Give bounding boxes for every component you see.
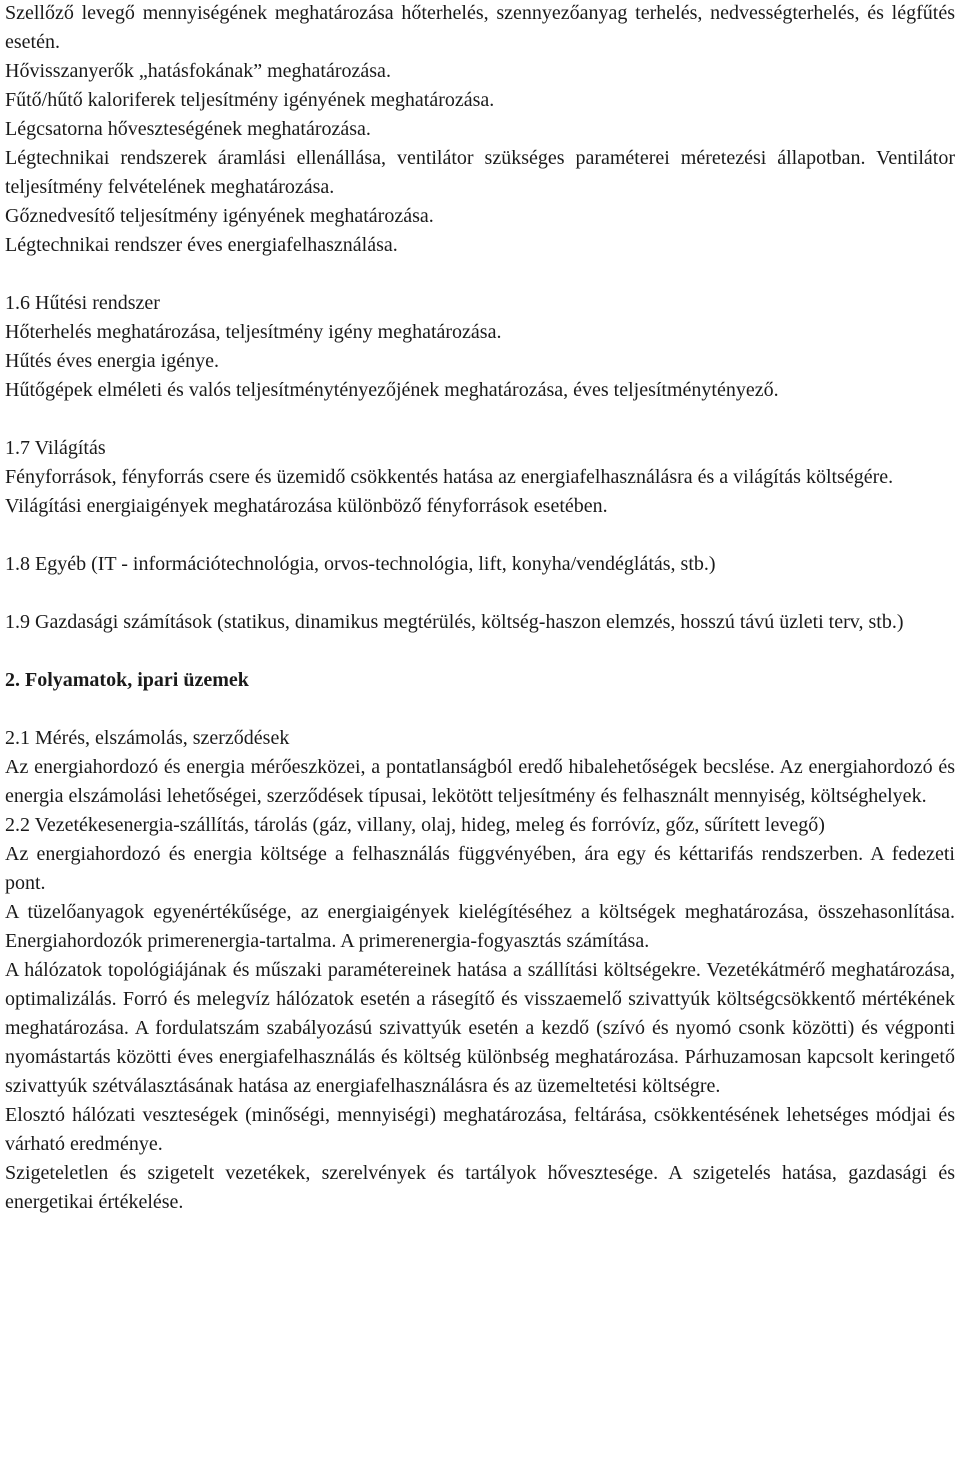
intro-line: Gőznedvesítő teljesítmény igényének meghatározása. [5, 205, 434, 227]
intro-line: Légtechnikai rendszer éves energiafelhasználása. [5, 234, 398, 256]
section-heading-1-7: 1.7 Világítás [5, 437, 106, 459]
intro-line: Hővisszanyerők „hatásfokának” meghatározása. [5, 60, 391, 82]
section-2-2-paragraph: Szigeteletlen és szigetelt vezetékek, szerelvények és tartályok hővesztesége. A szigetelés hatása, gazdasági és energetikai értékelése. [5, 1162, 955, 1213]
chapter-heading-2: 2. Folyamatok, ipari üzemek [5, 669, 249, 691]
section-2-2-paragraph: Az energiahordozó és energia költsége a felhasználás függvényében, ára egy és kéttarifás rendszerben. A fedezeti pont. [5, 843, 955, 894]
section-heading-2-1: 2.1 Mérés, elszámolás, szerződések [5, 727, 290, 749]
spacer [5, 521, 955, 550]
section-2-2-paragraph: Elosztó hálózati veszteségek (minőségi, mennyiségi) meghatározása, feltárása, csökkentésének lehetséges módjai és várható eredménye. [5, 1104, 955, 1155]
intro-line: Fűtő/hűtő kaloriferek teljesítmény igényének meghatározása. [5, 89, 495, 111]
section-heading-1-9: 1.9 Gazdasági számítások (statikus, dinamikus megtérülés, költség-haszon elemzés, hosszú távú üzleti terv, stb.) [5, 611, 904, 633]
section-heading-2-2: 2.2 Vezetékesenergia-szállítás, tárolás (gáz, villany, olaj, hideg, meleg és forróvíz, gőz, sűrített levegő) [5, 814, 825, 836]
spacer [5, 579, 955, 608]
section-2-2-paragraph: A tüzelőanyagok egyenértékűsége, az energiaigények kielégítéséhez a költségek meghatározása, összehasonlítása. Energiahordozók primerenergia-tartalma. A primerenergia-fogyasztás számítása. [5, 901, 955, 952]
section-heading-1-6: 1.6 Hűtési rendszer [5, 292, 160, 314]
spacer [5, 637, 955, 666]
intro-line: Légcsatorna hőveszteségének meghatározása. [5, 118, 371, 140]
intro-line: Szellőző levegő mennyiségének meghatározása hőterhelés, szennyezőanyag terhelés, nedvességterhelés, és légfűtés esetén. [5, 2, 955, 53]
section-1-6-line: Hűtés éves energia igénye. [5, 350, 219, 372]
intro-line: Légtechnikai rendszerek áramlási ellenállása, ventilátor szükséges paraméterei méretezési állapotban. Ventilátor teljesítmény felvételének meghatározása. [5, 147, 955, 198]
section-2-1-paragraph: Az energiahordozó és energia mérőeszközei, a pontatlanságból eredő hibalehetőségek becslése. Az energiahordozó és energia elszámolási lehetőségei, szerződések típusai, lekötött teljesítmény és felhasznált mennyiség, költséghelyek. [5, 756, 955, 807]
spacer [5, 260, 955, 289]
spacer [5, 405, 955, 434]
section-1-6-line: Hőterhelés meghatározása, teljesítmény igény meghatározása. [5, 321, 502, 343]
spacer [5, 695, 955, 724]
section-heading-1-8: 1.8 Egyéb (IT - információtechnológia, orvos-technológia, lift, konyha/vendéglátás, stb.) [5, 553, 716, 575]
document-page [5, 0, 955, 1217]
section-1-7-line: Fényforrások, fényforrás csere és üzemidő csökkentés hatása az energiafelhasználásra és a világítás költségére. [5, 466, 894, 488]
section-1-6-line: Hűtőgépek elméleti és valós teljesítménytényezőjének meghatározása, éves teljesítménytényező. [5, 379, 779, 401]
section-2-2-paragraph: A hálózatok topológiájának és műszaki paramétereinek hatása a szállítási költségekre. Vezetékátmérő meghatározása, optimalizálás. Forró és melegvíz hálózatok esetén a rásegítő és visszaemelő szivattyúk költségcsökkentő mértékének meghatározása. A fordulatszám szabályozású szivattyúk esetén a kezdő (szívó és nyomó csonk közötti) és végponti nyomástartás közötti éves energiafelhasználás és költség különbség meghatározása. Párhuzamosan kapcsolt keringető szivattyúk szétválasztásának hatása az energiafelhasználásra és az üzemeltetési költségre. [5, 959, 955, 1097]
section-1-7-line: Világítási energiaigények meghatározása különböző fényforrások esetében. [5, 495, 608, 517]
